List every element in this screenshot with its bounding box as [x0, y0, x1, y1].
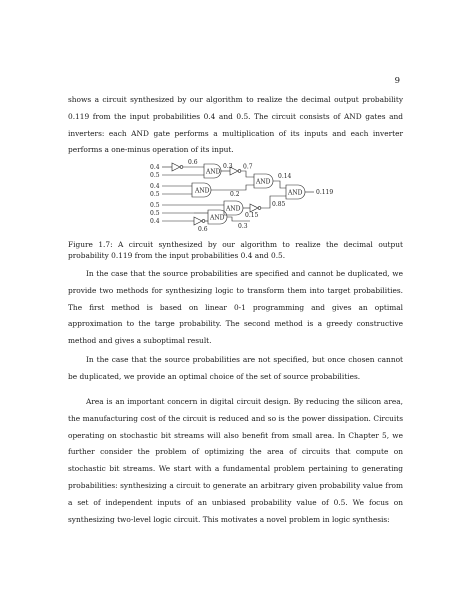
wire-label: 0.3: [223, 163, 233, 170]
circuit-figure: [150, 154, 340, 234]
input-label: 0.5: [150, 210, 160, 217]
input-label: 0.5: [150, 172, 160, 179]
inverter-gate: [172, 163, 180, 171]
wire-label: 0.3: [238, 223, 248, 230]
wire-label: 0.6: [188, 159, 198, 166]
wire-label: 0.6: [198, 226, 208, 233]
input-label: 0.4: [150, 218, 160, 225]
wire-label: 0.7: [243, 163, 253, 171]
input-label: 0.4: [150, 164, 160, 171]
body-paragraph: In the case that the source probabilities are specified and cannot be duplicated, we provide two methods for synthesizing logic to transform them into target probabilities. The first method is based on linear 0-1 programming and gives an optimal approximation to the targe probability. The second method is a greedy constructive method and gives a suboptimal result.: [68, 269, 403, 346]
input-label: 0.4: [150, 183, 160, 190]
circuit-diagram: [150, 154, 340, 234]
body-paragraph: In the case that the source probabilities are not specified, but once chosen cannot be duplicated, we provide an optimal choice of the set of source probabilities.: [68, 355, 403, 381]
wire-label: 0.15: [245, 212, 259, 219]
and-gate-label: AND: [288, 189, 303, 197]
input-label: 0.5: [150, 202, 160, 209]
inverter-gate: [194, 217, 202, 225]
and-gate-label: AND: [195, 187, 210, 195]
input-label: 0.5: [150, 191, 160, 198]
page-number: 9: [394, 76, 400, 86]
and-gate-label: AND: [206, 168, 221, 176]
wire-label: 0.14: [278, 173, 292, 180]
and-gate-label: AND: [226, 205, 241, 213]
inverter-gate: [250, 204, 258, 212]
body-paragraph: Area is an important concern in digital circuit design. By reducing the silicon area, the manufacturing cost of the circuit is reduced and so is the power dissipation. Circuits operating on stochastic bit streams will also benefit from small area. In Chapter 5, we further consider the problem of optimizing the area of circuits that compute on stochastic bit streams. We start with a fundamental problem pertaining to generating probabilities: synthesizing a circuit to generate an arbitrary given probability value from a set of independent inputs of an unbiased probability value of 0.5. We focus on synthesizing two-level logic circuit. This motivates a novel problem in logic synthesis:: [68, 397, 403, 524]
and-gate-label: AND: [256, 178, 271, 186]
intro-paragraph: shows a circuit synthesized by our algorithm to realize the decimal output probability 0.119 from the input probabilities 0.4 and 0.5. The circuit consists of AND gates and inverters: each AND gate performs a multiplication of its inputs and each inverter performs a one-minus operation of its input.: [68, 95, 403, 155]
output-label: 0.119: [316, 189, 334, 196]
wire-label: 0.85: [272, 201, 286, 208]
and-gate-label: AND: [210, 214, 225, 222]
figure-caption: Figure 1.7: A circuit synthesized by our algorithm to realize the decimal output probability 0.119 from the input probabilities 0.4 and 0.5.: [68, 240, 403, 260]
wire-label: 0.2: [230, 191, 240, 198]
